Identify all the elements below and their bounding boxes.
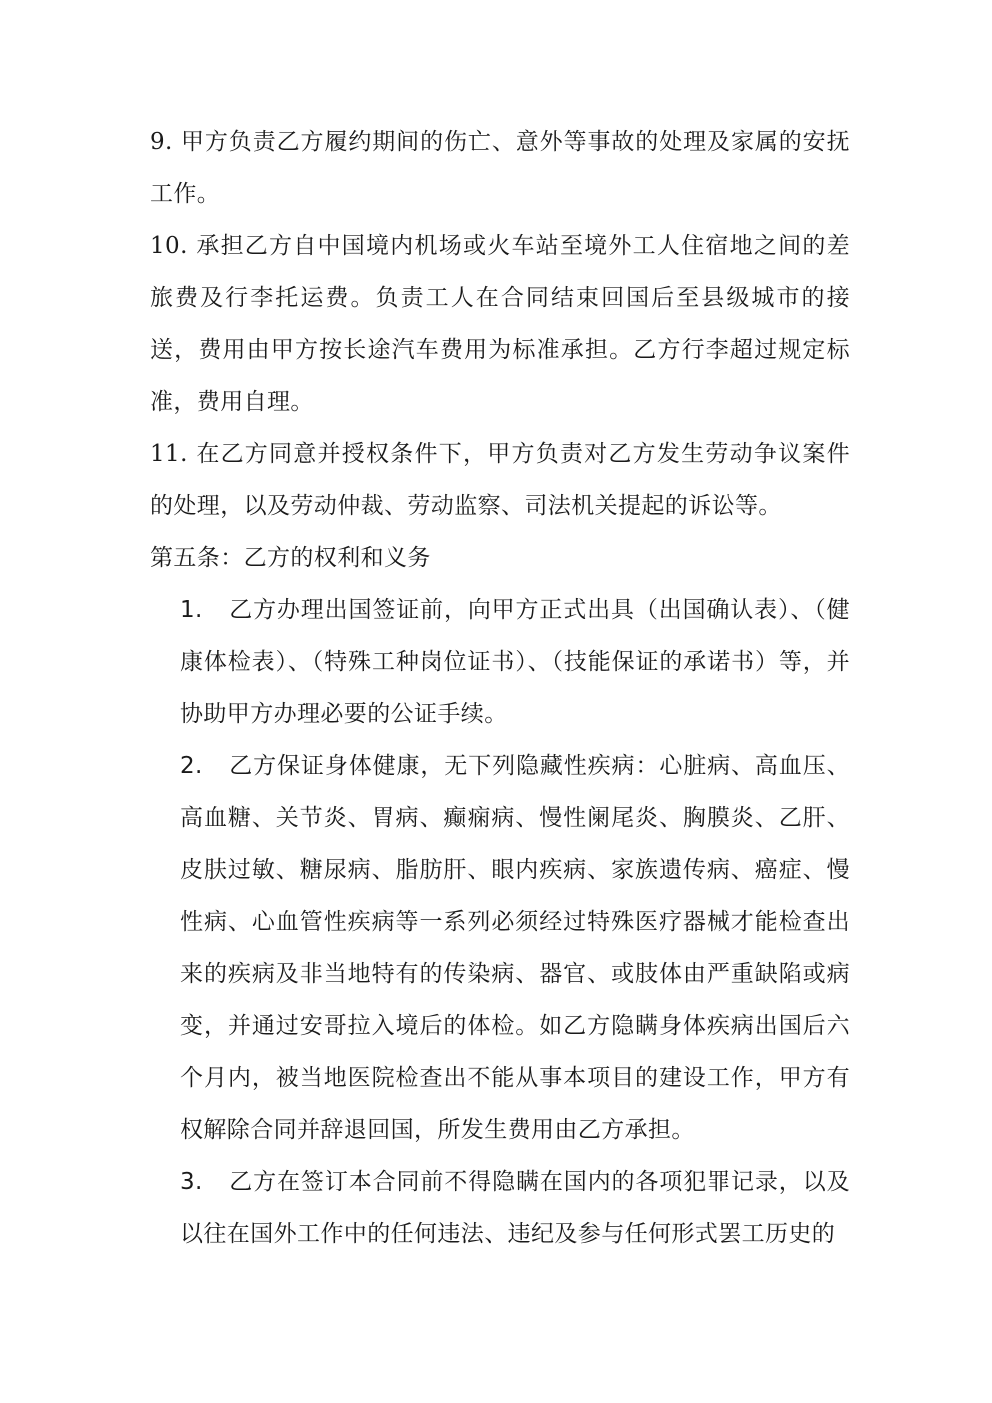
list-item-text: 乙方在签订本合同前不得隐瞒在国内的各项犯罪记录，以及以往在国外工作中的任何违法、违纪及参与任何形式罢工历史的 [180,1169,850,1247]
list-item-text: 乙方办理出国签证前，向甲方正式出具（出国确认表）、（健康体检表）、（特殊工种岗位证书）、（技能保证的承诺书）等，并协助甲方办理必要的公证手续。 [180,597,850,727]
clause-9: 9. 甲方负责乙方履约期间的伤亡、意外等事故的处理及家属的安抚工作。 [150,129,850,207]
clause-11: 11. 在乙方同意并授权条件下，甲方负责对乙方发生劳动争议案件的处理，以及劳动仲裁、劳动监察、司法机关提起的诉讼等。 [150,441,850,519]
document-body [150,116,850,1260]
clause-10: 10. 承担乙方自中国境内机场或火车站至境外工人住宿地之间的差旅费及行李托运费。负责工人在合同结束回国后至县级城市的接送，费用由甲方按长途汽车费用为标准承担。乙方行李超过规定标准，费用自理。 [150,233,850,415]
list-item-number: 2. [180,753,203,779]
list-item-number: 1. [180,597,203,623]
list-item [150,1156,850,1260]
list-item [150,740,850,1156]
list-item-text: 乙方保证身体健康，无下列隐藏性疾病：心脏病、高血压、高血糖、关节炎、胃病、癫痫病、慢性阑尾炎、胸膜炎、乙肝、皮肤过敏、糖尿病、脂肪肝、眼内疾病、家族遗传病、癌症、慢性病、心血管性疾病等一系列必须经过特殊医疗器械才能检查出来的疾病及非当地特有的传染病、器官、或肢体由严重缺陷或病变，并通过安哥拉入境后的体检。如乙方隐瞒身体疾病出国后六个月内，被当地医院检查出不能从事本项目的建设工作，甲方有权解除合同并辞退回国，所发生费用由乙方承担。 [180,753,850,1143]
list-item [150,584,850,740]
list-item-number: 3. [180,1169,203,1195]
article-5-heading: 第五条：乙方的权利和义务 [150,545,431,571]
